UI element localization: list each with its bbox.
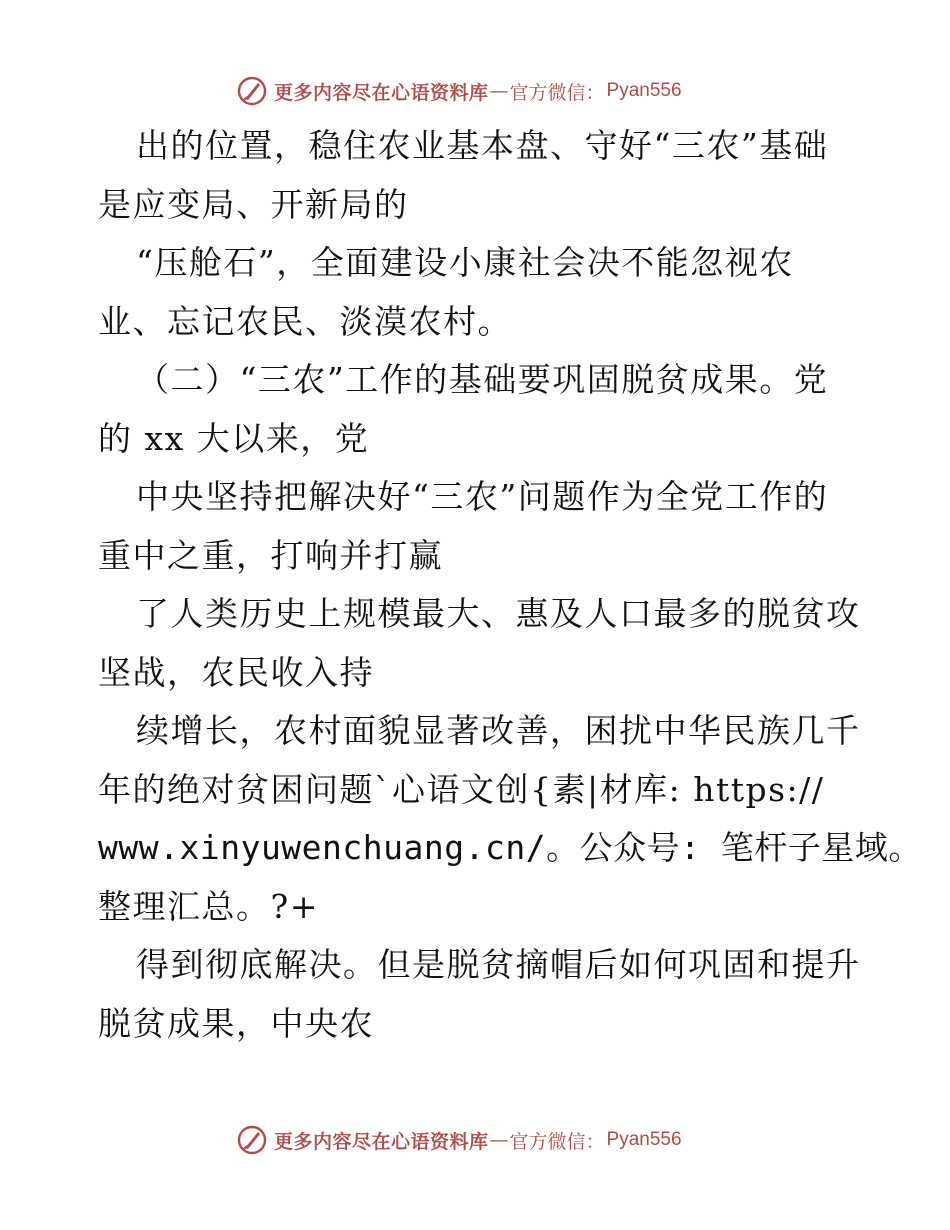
text-line: “压舱石”，全面建设小康社会决不能忽视农 — [136, 243, 794, 282]
text-line: 出的位置，稳住农业基本盘、守好“三农”基础 — [136, 126, 829, 165]
text-line: 重中之重，打响并打赢 — [98, 535, 443, 575]
header-site-text: 更多内容尽在心语资料库 — [274, 81, 489, 104]
quill-logo-icon — [236, 1124, 268, 1156]
header-separator: — — [489, 80, 509, 102]
footer-wechat-handle: Pyan556 — [606, 1129, 682, 1150]
text-line: 整理汇总。?+ — [98, 886, 319, 926]
text-line: 坚战，农民收入持 — [98, 652, 374, 692]
text-line: 的 xx 大以来，党 — [98, 418, 370, 458]
footer-wechat-label: 官方微信： — [509, 1130, 605, 1153]
text-line: 中央坚持把解决好“三农”问题作为全党工作的 — [136, 477, 829, 516]
text-line: 脱贫成果，中央农 — [98, 1003, 374, 1043]
text-line: 续增长，农村面貌显著改善，困扰中华民族几千 — [136, 711, 861, 750]
text-line: 年的绝对贫困问题`心语文创{素|材库: https:// — [98, 769, 825, 809]
text-line-url: www.xinyuwenchuang.cn/。公众号: 笔杆子星域。 — [98, 828, 922, 867]
header-banner — [236, 73, 682, 109]
footer-banner — [236, 1122, 682, 1158]
text-line: （二）“三农”工作的基础要巩固脱贫成果。党 — [136, 360, 829, 399]
text-line: 业、忘记农民、淡漠农村。 — [98, 301, 512, 341]
header-wechat-label: 官方微信： — [509, 81, 605, 104]
text-line: 了人类历史上规模最大、惠及人口最多的脱贫攻 — [136, 594, 861, 633]
text-line: 是应变局、开新局的 — [98, 184, 409, 224]
text-line: 得到彻底解决。但是脱贫摘帽后如何巩固和提升 — [136, 945, 861, 984]
footer-separator: — — [489, 1129, 509, 1151]
quill-logo-icon — [236, 75, 268, 107]
header-wechat-handle: Pyan556 — [606, 80, 682, 101]
footer-site-text: 更多内容尽在心语资料库 — [274, 1130, 489, 1153]
document-body — [98, 117, 922, 1053]
